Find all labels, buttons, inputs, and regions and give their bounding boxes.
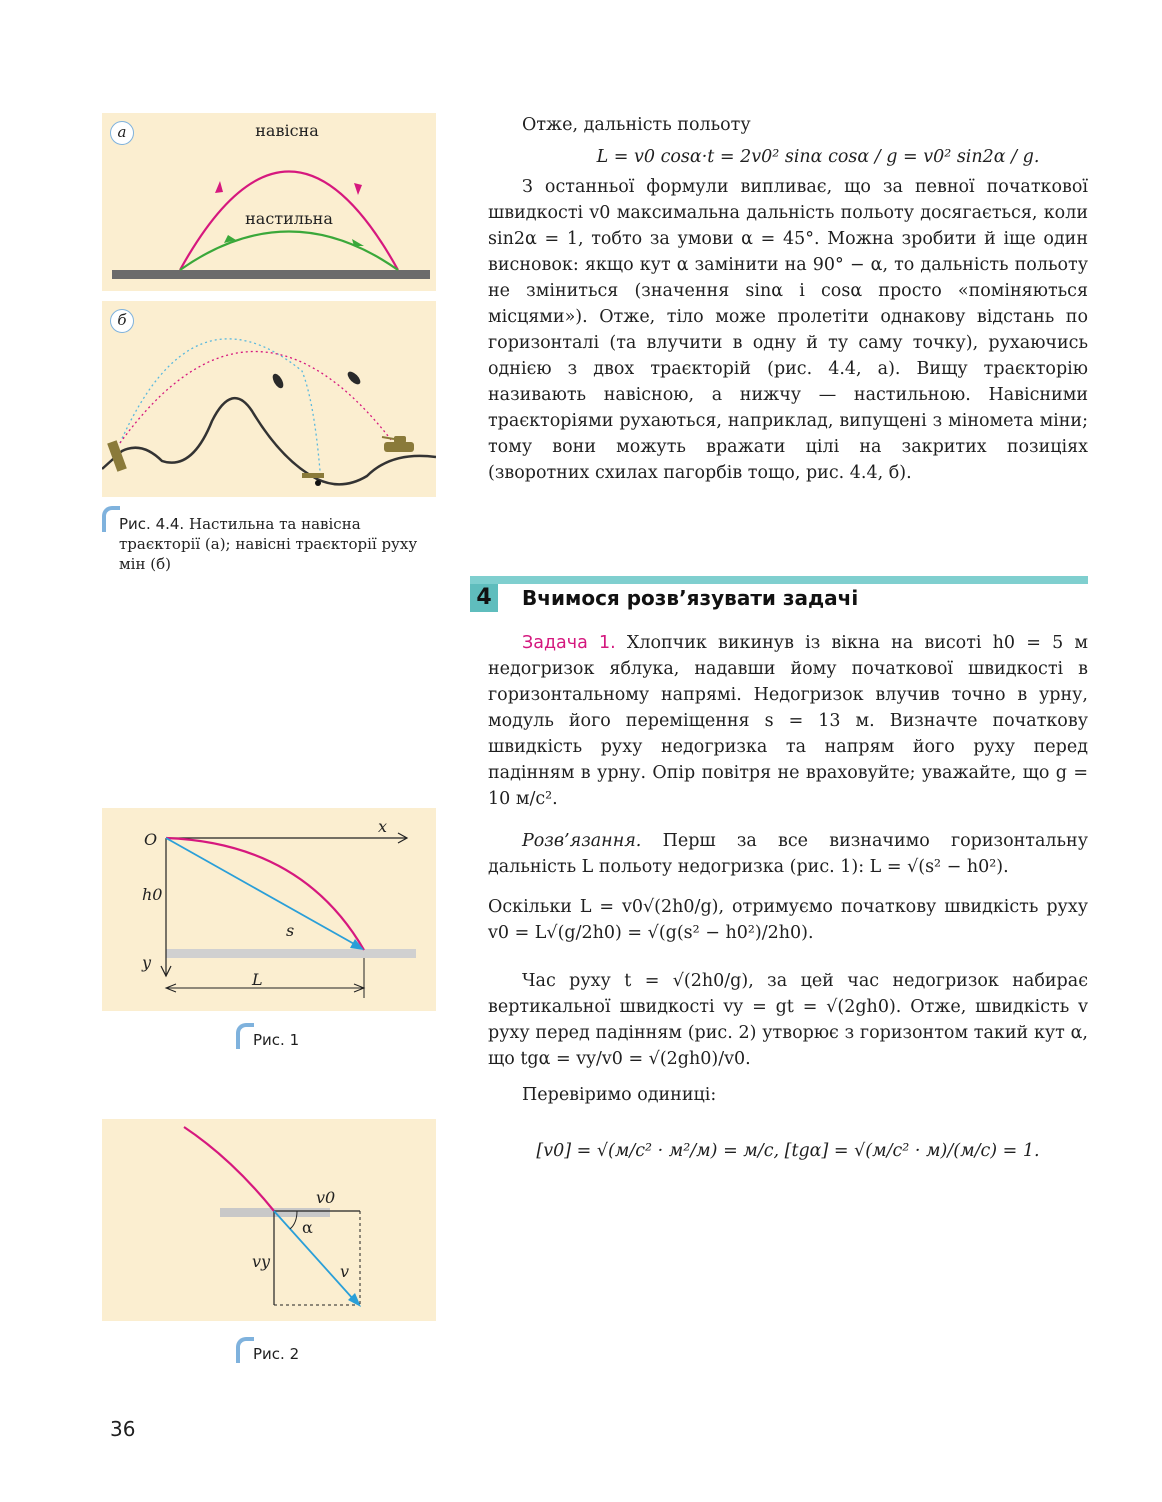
- text-block-2: [488, 630, 1088, 1164]
- label-alpha: α: [302, 1218, 313, 1237]
- label-vy: vy: [252, 1252, 271, 1271]
- label-s: s: [286, 921, 295, 940]
- label-L: L: [252, 970, 263, 989]
- trajectory-curve: [184, 1127, 274, 1211]
- solution-label: Розв’язання.: [522, 831, 642, 851]
- task-label: Задача 1.: [522, 633, 616, 653]
- tag-a: а: [110, 121, 134, 145]
- section-number: 4: [470, 584, 498, 612]
- label-high: навісна: [255, 121, 319, 140]
- mortar-target-icon: [302, 473, 324, 478]
- solution-step-2: Оскільки L = v0√(2h0/g), отримуємо початкову швидкість руху v0 = L√(g/2h0) = √(g(s² − h0²)/2h0).: [488, 897, 1088, 943]
- page-number: 36: [110, 1417, 136, 1441]
- figure-4-4a: [102, 113, 436, 291]
- label-x: x: [378, 817, 388, 836]
- velocity-diagram: [102, 1119, 436, 1321]
- caption-corner: [102, 506, 120, 532]
- figure-2: [102, 1119, 436, 1321]
- caption-fig-1: Рис. 1: [253, 1031, 300, 1049]
- text-block-1: [488, 112, 1088, 486]
- figure-1: [102, 808, 436, 1011]
- label-v0: v0: [316, 1188, 336, 1207]
- velocity-vector: [274, 1211, 354, 1300]
- throw-diagram: [102, 808, 436, 1011]
- units-formula: [v0] = √(м/с² · м²/м) = м/с, [tgα] = √(м/с² · м)/(м/с) = 1.: [536, 1141, 1040, 1161]
- check-units: Перевіримо одиниці:: [522, 1085, 717, 1105]
- arrow-head: [352, 239, 364, 246]
- section-rule: [470, 576, 1088, 584]
- mine-icon: [271, 372, 286, 390]
- label-low: настильна: [245, 209, 333, 228]
- arrow-head: [354, 183, 362, 195]
- formula-range: L = v0 cosα·t = 2v0² sinα cosα / g = v0² sin2α / g.: [596, 147, 1040, 167]
- paragraph: Отже, дальність польоту: [522, 115, 751, 135]
- caption-fig-2: Рис. 2: [253, 1345, 300, 1363]
- section-title: Вчимося розв’язувати задачі: [522, 586, 859, 610]
- label-h0: h0: [142, 885, 163, 904]
- caption-corner: [236, 1337, 254, 1363]
- caption-corner: [236, 1023, 254, 1049]
- mine-icon: [346, 370, 363, 387]
- trajectory-diagram-a: [102, 113, 436, 291]
- displacement-vector: [166, 838, 356, 945]
- label-v: v: [340, 1262, 350, 1281]
- figure-4-4b: [102, 301, 436, 497]
- label-y: y: [142, 953, 152, 972]
- caption-label: Рис. 4.4.: [119, 515, 185, 533]
- task-text: Хлопчик викинув із вікна на висоті h0 = 5 м недогризок яблука, надавши йому початкової швидкості в горизонтальному напрямі. Недогризок влучив точно в урну, модуль його переміщення s = 13 м. Визначте початкову швидкість руху недогризка та напрям його руху перед падінням в урну. Опір повітря не враховуйте; уважайте, що g = 10 м/с².: [488, 633, 1088, 809]
- caption-text: Настильна та навісна траєкторії (а); навісні траєкторії руху мін (б): [119, 515, 418, 573]
- ground-bar: [112, 270, 430, 279]
- arrow-head: [215, 181, 223, 193]
- solution-step-1: Перш за все визначимо горизонтальну дальність L польоту недогризка (рис. 1): L = √(s² − h0²).: [488, 831, 1088, 877]
- solution-step-3: Час руху t = √(2h0/g), за цей час недогризок набирає вертикальної швидкості vy = gt = √(2gh0). Отже, швидкість v руху перед падінням (рис. 2) утворює з горизонтом такий кут α, що tgα = vy/v0 = √(2gh0)/v0.: [488, 971, 1088, 1069]
- tag-b: б: [110, 309, 134, 333]
- tank-icon: [384, 442, 414, 452]
- label-O: O: [144, 830, 158, 849]
- low-trajectory: [180, 232, 398, 271]
- mortar-diagram-b: [102, 301, 436, 497]
- ground-bar: [166, 949, 416, 958]
- caption-fig-4-4: [119, 514, 439, 574]
- paragraph: З останньої формули випливає, що за певної початкової швидкості v0 максимальна дальність польоту досягається, коли sin2α = 1, тобто за умови α = 45°. Можна зробити й іще один висновок: якщо кут α замінити на 90° − α, то дальність польоту не зміниться (значення sinα і cosα просто «поміняються місцями»). Отже, тіло може пролетіти однакову відстань по горизонталі (та влучити в одну й ту саму точку), рухаючись однією з двох траєкторій (рис. 4.4, а). Вищу траєкторію називають навісною, а нижчу — настильною. Навісними траєкторіями рухаються, наприклад, випущені з міномета міни; тому вони можуть вражати цілі на закритих позиціях (зворотних схилах пагорбів тощо, рис. 4.4, б).: [488, 177, 1088, 483]
